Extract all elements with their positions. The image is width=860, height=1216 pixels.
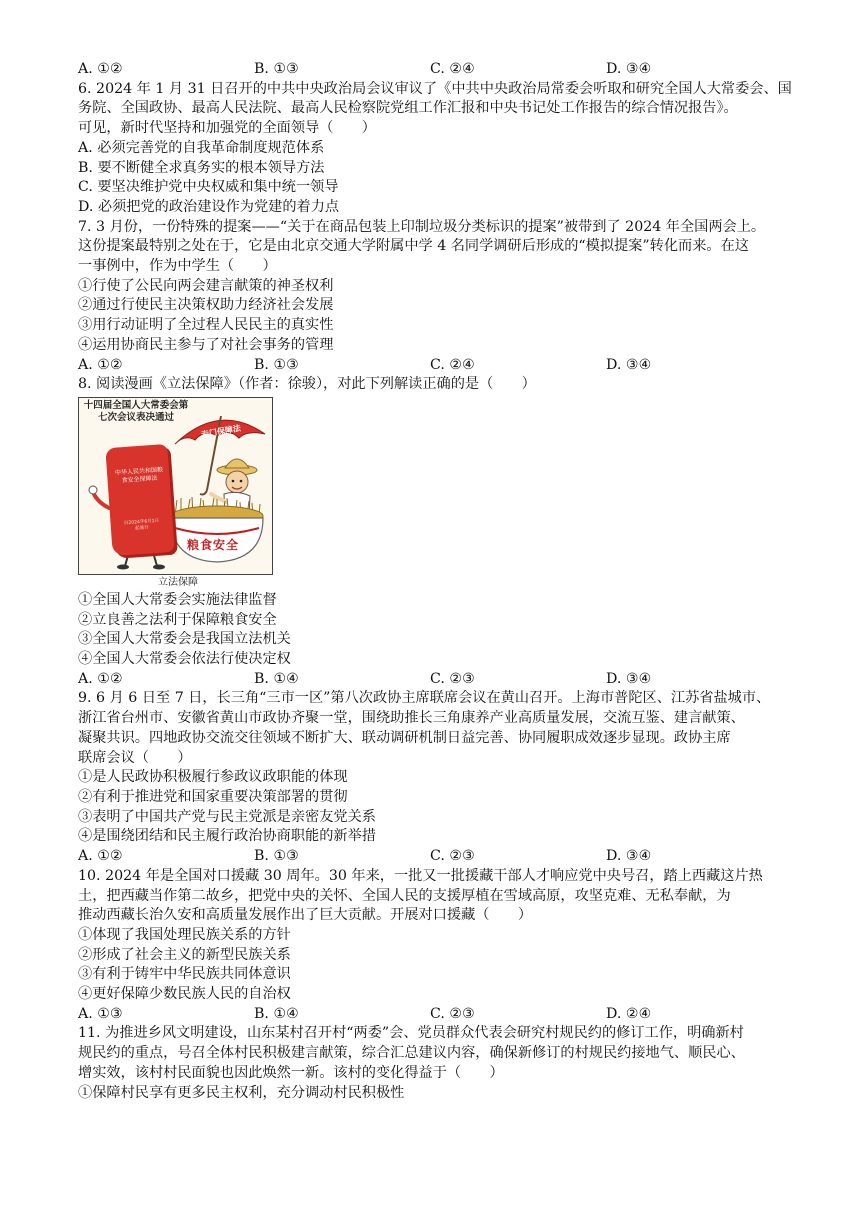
option-d: D. ②④ bbox=[606, 1005, 652, 1022]
question-6-stem-line: 可见，新时代坚持和加强党的全面领导（ ） bbox=[78, 120, 376, 137]
statement-4: ④更好保障少数民族人民的自治权 bbox=[78, 986, 291, 1003]
question-8-stem-line: 8. 阅读漫画《立法保障》（作者：徐骏），对此下列解读正确的是（ ） bbox=[78, 376, 536, 393]
option-c: C. ②④ bbox=[430, 356, 475, 373]
umbrella-label: 专门保障法 bbox=[200, 423, 242, 440]
choice-b: B. 要不断健全求真务实的根本领导方法 bbox=[78, 159, 325, 176]
question-9-stem-line: 浙江省台州市、安徽省黄山市政协齐聚一堂，围绕助推长三角康养产业高质量发展，交流互鉴、建言献策、 bbox=[78, 710, 745, 727]
statement-2: ②通过行使民主决策权助力经济社会发展 bbox=[78, 297, 334, 314]
question-10-options bbox=[78, 1005, 788, 1025]
statement-3: ③全国人大常委会是我国立法机关 bbox=[78, 631, 291, 648]
question-9-stem-line: 9. 6 月 6 日至 7 日，长三角“三市一区”第八次政协主席联席会议在黄山召开。上海市普陀区、江苏省盐城市、 bbox=[78, 690, 771, 707]
statement-1: ①行使了公民向两会建言献策的神圣权利 bbox=[78, 277, 334, 294]
question-6-stem-line: 6. 2024 年 1 月 31 日召开的中共中央政治局会议审议了《中共中央政治局常委会听取和研究全国人大常委会、国 bbox=[78, 80, 792, 97]
law-book bbox=[105, 444, 174, 556]
question-7-stem-line: 这份提案最特别之处在于，它是由北京交通大学附属中学 4 名同学调研后形成的“模拟提案”转化而来。在这 bbox=[78, 238, 749, 255]
option-b: B. ①④ bbox=[254, 1005, 299, 1022]
option-d: D. ③④ bbox=[606, 61, 652, 77]
statement-2: ②有利于推进党和国家重要决策部署的贯彻 bbox=[78, 788, 348, 805]
law-book-title: 中华人民共和国粮食安全保障法 bbox=[114, 466, 164, 485]
statement-3: ③表明了中国共产党与民主党派是亲密友党关系 bbox=[78, 808, 376, 825]
option-a: A. ①② bbox=[78, 670, 123, 687]
question-6 bbox=[78, 80, 792, 218]
statement-4: ④是围绕团结和民主履行政治协商职能的新举措 bbox=[78, 828, 376, 845]
question-6-stem-line: 务院、全国政协、最高人民法院、最高人民检察院党组工作汇报和中央书记处工作报告的综合情况报告》。 bbox=[78, 100, 738, 117]
statement-4: ④运用协商民主参与了对社会事务的管理 bbox=[78, 336, 334, 353]
option-c: C. ②④ bbox=[430, 61, 475, 77]
option-a: A. ①② bbox=[78, 848, 123, 865]
question-10 bbox=[78, 867, 788, 1025]
option-a: A. ①② bbox=[78, 356, 123, 373]
statement-1: ①全国人大常委会实施法律监督 bbox=[78, 591, 277, 608]
statement-1: ①是人民政协积极履行参政议政职能的体现 bbox=[78, 769, 348, 786]
question-11-stem-line: 11. 为推进乡风文明建设，山东某村召开村“两委”会、党员群众代表会研究村规民约的修订工作，明确新村 bbox=[78, 1025, 744, 1042]
question-8-options bbox=[78, 670, 788, 690]
choice-a: A. 必须完善党的自我革命制度规范体系 bbox=[78, 139, 325, 156]
option-b: B. ①④ bbox=[254, 670, 299, 687]
question-9-stem-line: 凝聚共识。四地政协交流交往领域不断扩大、联动调研机制日益完善、协同履职成效逐步显现。政协主席 bbox=[78, 729, 731, 746]
comic-illustration bbox=[78, 397, 273, 575]
option-d: D. ③④ bbox=[606, 356, 652, 373]
question-11-stem-line: 规民约的重点，号召全体村民积极建言献策，综合汇总建议内容，确保新修订的村规民约接地气、顺民心、 bbox=[78, 1045, 745, 1062]
question-11-stem-line: 增实效，该村村民面貌也因此焕然一新。该村的变化得益于（ ） bbox=[78, 1064, 504, 1081]
statement-4: ④全国人大常委会依法行使决定权 bbox=[78, 651, 291, 668]
option-a: A. ①③ bbox=[78, 1005, 123, 1022]
option-b: B. ①③ bbox=[254, 848, 299, 865]
bowl-label: 粮食安全 bbox=[187, 537, 240, 552]
question-10-stem-line: 10. 2024 年是全国对口援藏 30 周年。30 年来，一批又一批援藏干部人才响应党中央号召，踏上西藏这片热 bbox=[78, 867, 763, 884]
question-10-stem-line: 土，把西藏当作第二故乡，把党中央的关怀、全国人民的支援厚植在雪域高原，攻坚克难、无私奉献，为 bbox=[78, 887, 731, 904]
option-c: C. ②③ bbox=[430, 670, 475, 687]
law-book-date: 自2024年6月1日起施行 bbox=[123, 518, 160, 532]
question-7-options bbox=[78, 356, 788, 376]
option-b: B. ①③ bbox=[254, 61, 299, 77]
comic-banner-text: 十四届全国人大常委会第七次会议表决通过 bbox=[83, 399, 189, 423]
option-d: D. ③④ bbox=[606, 670, 652, 687]
statement-1: ①保障村民享有更多民主权利，充分调动村民积极性 bbox=[78, 1084, 405, 1101]
question-7-stem-line: 7. 3 月份，一份特殊的提案——“关于在商品包装上印制垃圾分类标识的提案”被带到了 2024 年全国两会上。 bbox=[78, 218, 766, 235]
statement-1: ①体现了我国处理民族关系的方针 bbox=[78, 926, 291, 943]
q5-options bbox=[78, 60, 788, 80]
exam-page bbox=[78, 60, 792, 1103]
question-7 bbox=[78, 218, 788, 376]
choice-c: C. 要坚决维护党中央权威和集中统一领导 bbox=[78, 179, 339, 196]
option-a: A. ①② bbox=[78, 61, 123, 77]
comic-caption: 立法保障 bbox=[158, 576, 198, 588]
option-c: C. ②③ bbox=[430, 848, 475, 865]
option-b: B. ①③ bbox=[254, 356, 299, 373]
statement-3: ③有利于铸牢中华民族共同体意识 bbox=[78, 966, 291, 983]
statement-2: ②形成了社会主义的新型民族关系 bbox=[78, 946, 291, 963]
option-d: D. ③④ bbox=[606, 848, 652, 865]
question-9 bbox=[78, 689, 788, 866]
question-8 bbox=[78, 375, 788, 689]
option-c: C. ②③ bbox=[430, 1005, 475, 1022]
question-7-stem-line: 一事例中，作为中学生（ ） bbox=[78, 258, 277, 275]
choice-d: D. 必须把党的政治建设作为党建的着力点 bbox=[78, 198, 340, 215]
question-9-options bbox=[78, 847, 788, 867]
statement-2: ②立良善之法利于保障粮食安全 bbox=[78, 611, 277, 628]
question-10-stem-line: 推动西藏长治久安和高质量发展作出了巨大贡献。开展对口援藏（ ） bbox=[78, 907, 533, 924]
question-11 bbox=[78, 1024, 788, 1103]
question-9-stem-line: 联席会议（ ） bbox=[78, 749, 192, 766]
statement-3: ③用行动证明了全过程人民民主的真实性 bbox=[78, 317, 334, 334]
